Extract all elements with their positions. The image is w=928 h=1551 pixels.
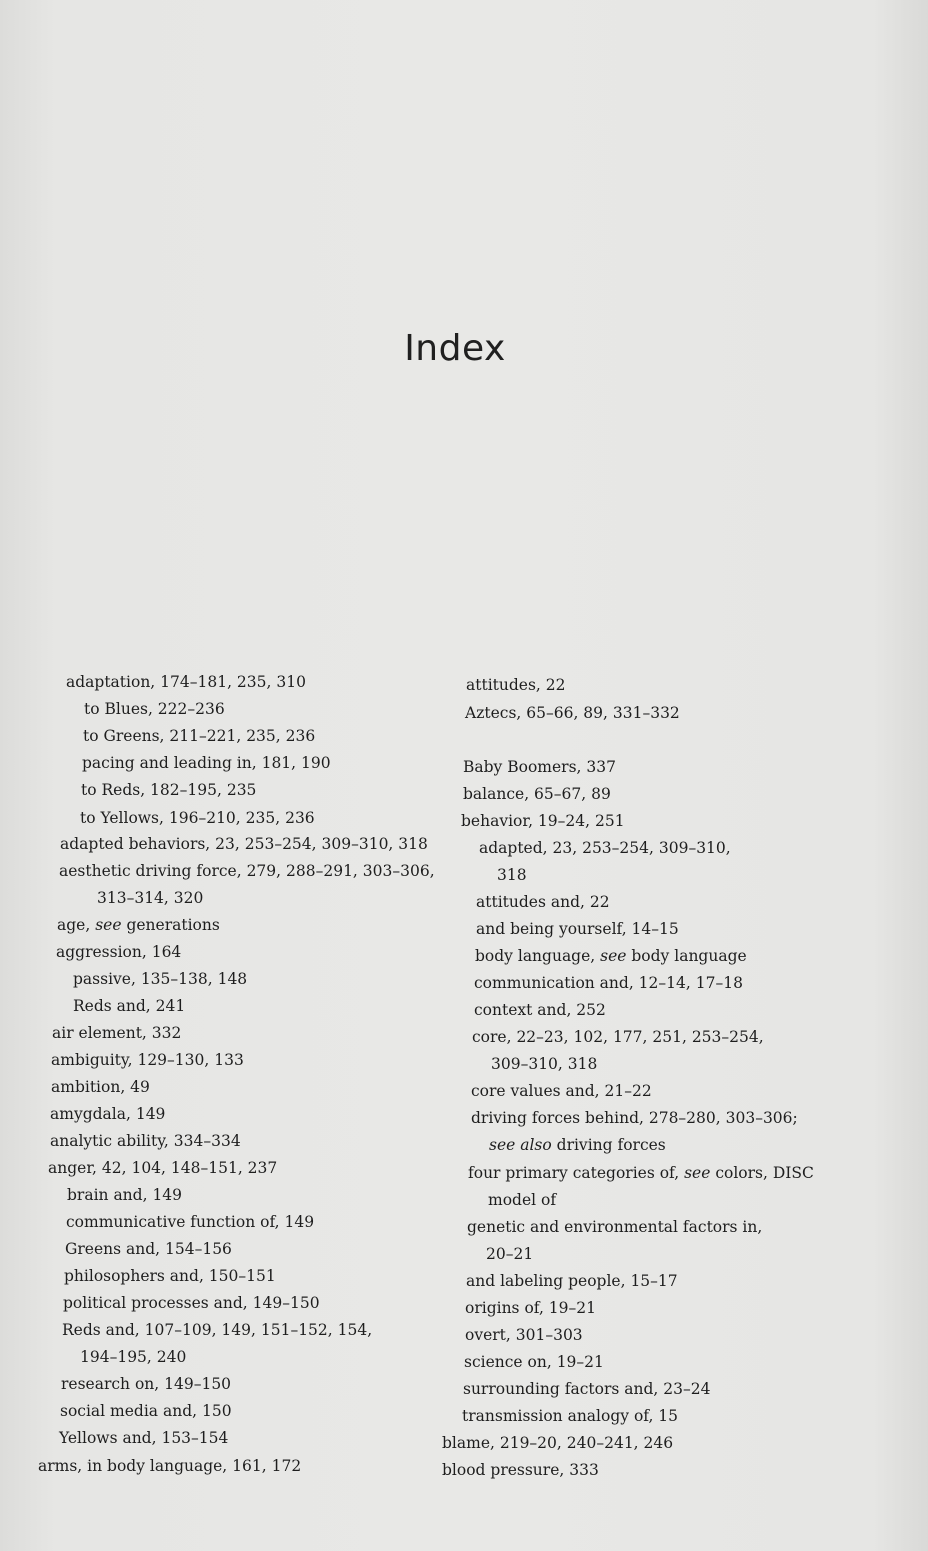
index-left-entry: 313–314, 320: [97, 889, 204, 907]
index-left-entry: Reds and, 241: [73, 997, 186, 1015]
index-left-entry: brain and, 149: [67, 1186, 183, 1204]
index-left-entry: Reds and, 107–109, 149, 151–152, 154,: [62, 1321, 373, 1339]
index-right-entry: body language, see body language: [475, 947, 747, 965]
index-left-entry: arms, in body language, 161, 172: [38, 1457, 302, 1475]
index-left-entry: philosophers and, 150–151: [64, 1267, 276, 1285]
index-right-entry: science on, 19–21: [464, 1353, 604, 1371]
index-right-entry: 20–21: [486, 1245, 534, 1263]
index-right-entry: origins of, 19–21: [465, 1299, 597, 1317]
index-left-entry: social media and, 150: [60, 1402, 232, 1420]
index-left-entry: adapted behaviors, 23, 253–254, 309–310, 318: [60, 835, 428, 853]
index-right-entry: and labeling people, 15–17: [466, 1272, 678, 1290]
index-right-entry: adapted, 23, 253–254, 309–310,: [479, 839, 731, 857]
index-right-entry: communication and, 12–14, 17–18: [474, 974, 743, 992]
index-left-entry: 194–195, 240: [80, 1348, 187, 1366]
index-left-entry: aggression, 164: [56, 943, 182, 961]
index-left-entry: ambiguity, 129–130, 133: [51, 1051, 244, 1069]
index-left-entry: passive, 135–138, 148: [73, 970, 248, 988]
index-left-entry: pacing and leading in, 181, 190: [82, 754, 331, 772]
index-left-entry: to Blues, 222–236: [84, 700, 225, 718]
index-right-entry: Aztecs, 65–66, 89, 331–332: [465, 704, 680, 722]
index-right-entry: driving forces behind, 278–280, 303–306;: [471, 1109, 798, 1127]
index-left-entry: ambition, 49: [51, 1078, 150, 1096]
page-title: Index: [404, 328, 506, 369]
index-right-entry: core, 22–23, 102, 177, 251, 253–254,: [472, 1028, 764, 1046]
index-right-entry: four primary categories of, see colors, DISC: [468, 1164, 814, 1182]
index-left-entry: air element, 332: [52, 1024, 182, 1042]
index-left-entry: anger, 42, 104, 148–151, 237: [48, 1159, 278, 1177]
index-right-entry: blood pressure, 333: [442, 1461, 599, 1479]
index-right-entry: attitudes and, 22: [476, 893, 610, 911]
index-right-entry: Baby Boomers, 337: [463, 758, 616, 776]
index-right-entry: model of: [488, 1191, 557, 1209]
index-right-entry: 318: [497, 866, 527, 884]
index-right-entry: genetic and environmental factors in,: [467, 1218, 763, 1236]
index-right-entry: see also driving forces: [489, 1136, 666, 1154]
index-right-entry: surrounding factors and, 23–24: [463, 1380, 711, 1398]
index-left-entry: amygdala, 149: [50, 1105, 166, 1123]
index-left-entry: to Yellows, 196–210, 235, 236: [80, 809, 315, 827]
index-left-entry: age, see generations: [57, 916, 220, 934]
index-left-entry: Greens and, 154–156: [65, 1240, 232, 1258]
index-right-entry: overt, 301–303: [465, 1326, 583, 1344]
index-right-entry: attitudes, 22: [466, 676, 566, 694]
index-right-entry: core values and, 21–22: [471, 1082, 652, 1100]
index-right-entry: 309–310, 318: [491, 1055, 598, 1073]
index-right-entry: transmission analogy of, 15: [462, 1407, 679, 1425]
index-left-entry: adaptation, 174–181, 235, 310: [66, 673, 306, 691]
index-right-entry: behavior, 19–24, 251: [461, 812, 625, 830]
index-left-entry: to Greens, 211–221, 235, 236: [83, 727, 316, 745]
index-left-entry: to Reds, 182–195, 235: [81, 781, 257, 799]
index-left-entry: aesthetic driving force, 279, 288–291, 303–306,: [59, 862, 435, 880]
index-left-entry: Yellows and, 153–154: [59, 1429, 229, 1447]
index-right-entry: blame, 219–20, 240–241, 246: [442, 1434, 674, 1452]
index-left-entry: analytic ability, 334–334: [50, 1132, 241, 1150]
index-left-entry: research on, 149–150: [61, 1375, 232, 1393]
index-right-entry: and being yourself, 14–15: [476, 920, 679, 938]
index-left-entry: political processes and, 149–150: [63, 1294, 320, 1312]
index-left-entry: communicative function of, 149: [66, 1213, 315, 1231]
index-right-entry: context and, 252: [474, 1001, 606, 1019]
index-right-entry: balance, 65–67, 89: [463, 785, 611, 803]
